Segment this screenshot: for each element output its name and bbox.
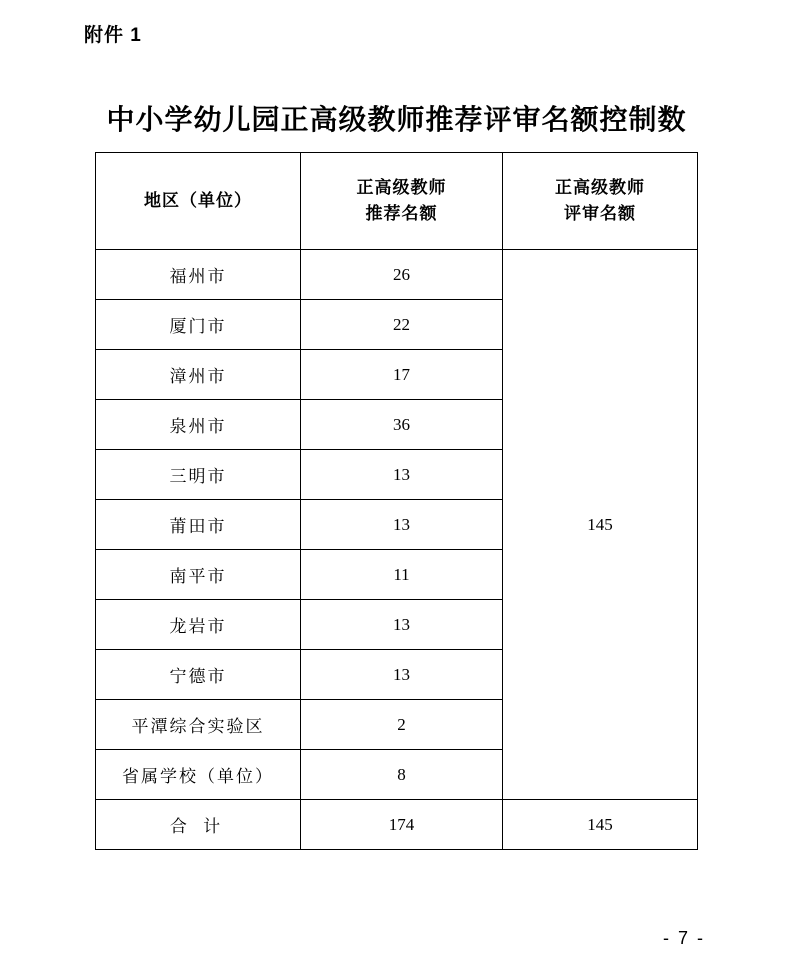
cell-region: 平潭综合实验区	[96, 700, 301, 750]
cell-recommend: 13	[301, 600, 503, 650]
table-total-row	[96, 800, 698, 850]
table-header-row	[96, 153, 698, 250]
cell-recommend: 2	[301, 700, 503, 750]
cell-region: 福州市	[96, 250, 301, 300]
cell-region: 宁德市	[96, 650, 301, 700]
cell-recommend: 36	[301, 400, 503, 450]
column-header-region-label: 地区（单位）	[144, 190, 252, 210]
cell-total-recommend: 174	[301, 800, 503, 850]
column-header-recommend-line2: 推荐名额	[365, 204, 438, 223]
cell-recommend: 13	[301, 650, 503, 700]
column-header-recommend-line1: 正高级教师	[356, 177, 447, 197]
cell-recommend: 26	[301, 250, 503, 300]
page-title: 中小学幼儿园正高级教师推荐评审名额控制数	[106, 104, 687, 135]
cell-recommend: 22	[301, 300, 503, 350]
quota-table-container	[95, 152, 697, 850]
cell-region: 漳州市	[96, 350, 301, 400]
page-number: - 7 -	[662, 928, 705, 948]
cell-region: 三明市	[96, 450, 301, 500]
quota-table	[95, 152, 698, 850]
column-header-review-line1: 正高级教师	[555, 177, 645, 197]
cell-recommend: 11	[301, 550, 503, 600]
column-header-recommend	[301, 153, 503, 250]
cell-region: 龙岩市	[96, 600, 301, 650]
cell-region: 泉州市	[96, 400, 301, 450]
attachment-label: 附件 1	[84, 25, 142, 46]
cell-total-label: 合 计	[96, 800, 301, 850]
table-row	[96, 250, 698, 300]
cell-region: 莆田市	[96, 500, 301, 550]
cell-recommend: 13	[301, 500, 503, 550]
cell-review-merged: 145	[503, 250, 698, 800]
cell-region: 厦门市	[96, 300, 301, 350]
cell-recommend: 17	[301, 350, 503, 400]
cell-region: 省属学校（单位）	[96, 750, 301, 800]
column-header-review-line2: 评审名额	[564, 204, 636, 223]
column-header-region	[96, 153, 301, 250]
cell-recommend: 8	[301, 750, 503, 800]
cell-recommend: 13	[301, 450, 503, 500]
column-header-review	[503, 153, 698, 250]
cell-total-review: 145	[503, 800, 698, 850]
cell-region: 南平市	[96, 550, 301, 600]
